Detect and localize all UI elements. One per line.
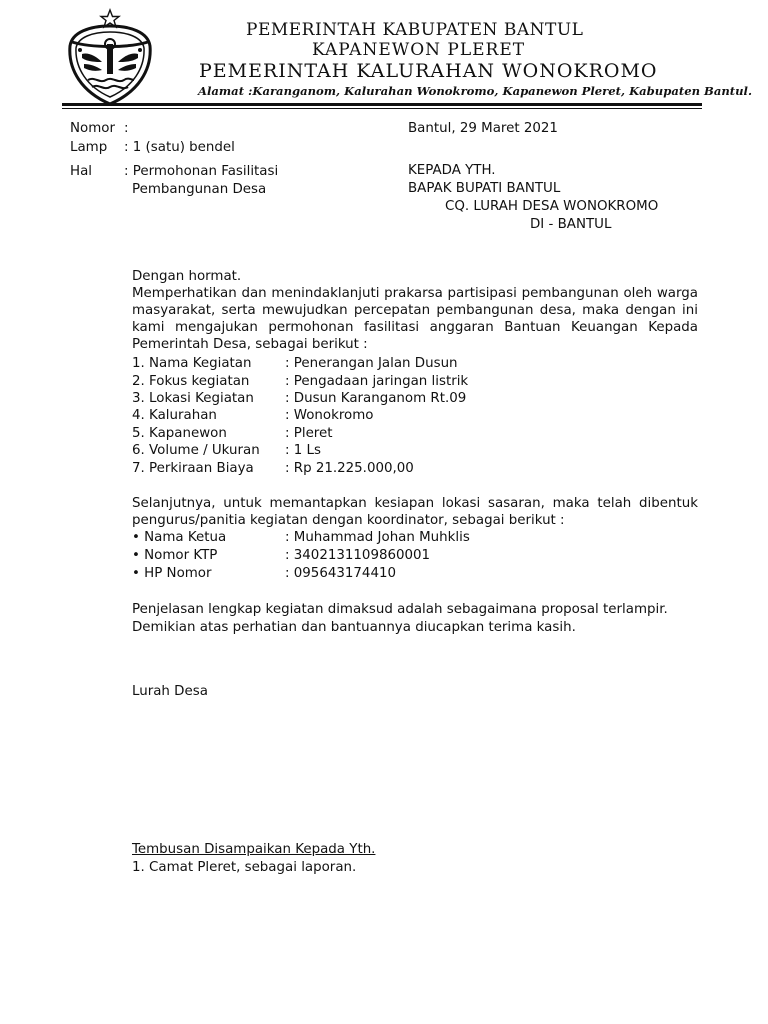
letter-date: Bantul, 29 Maret 2021 bbox=[408, 121, 558, 136]
hal-label: Hal bbox=[70, 164, 92, 179]
item-4-label: 4. Kalurahan bbox=[132, 408, 217, 423]
intro-line-4: Pemerintah Desa, sebagai berikut : bbox=[132, 337, 368, 352]
committee-intro-line-1: Selanjutnya, untuk memantapkan kesiapan lokasi sasaran, maka telah dibentuk bbox=[132, 496, 698, 511]
letterhead-address: Alamat :Karanganom, Kalurahan Wonokromo, Kapanewon Pleret, Kabupaten Bantul. bbox=[198, 84, 752, 98]
letter-body bbox=[132, 268, 698, 353]
item-6-label: 6. Volume / Ukuran bbox=[132, 443, 260, 458]
item-6-value: : 1 Ls bbox=[285, 443, 321, 458]
lamp-value: : 1 (satu) bendel bbox=[124, 140, 235, 155]
item-2-value: : Pengadaan jaringan listrik bbox=[285, 374, 469, 389]
intro-line-2: masyarakat, serta mewujudkan percepatan pembangunan desa, maka dengan ini bbox=[132, 303, 698, 318]
nomor-value: : bbox=[124, 121, 129, 136]
item-4-value: : Wonokromo bbox=[285, 408, 374, 423]
intro-line-1: Memperhatikan dan menindaklanjuti prakarsa partisipasi pembangunan oleh warga bbox=[132, 286, 698, 301]
item-3-value: : Dusun Karanganom Rt.09 bbox=[285, 391, 467, 406]
item-7-value: : Rp 21.225.000,00 bbox=[285, 461, 414, 476]
lamp-label: Lamp bbox=[70, 140, 108, 155]
item-1-value: : Penerangan Jalan Dusun bbox=[285, 356, 458, 371]
committee-chair-value: : Muhammad Johan Muhklis bbox=[285, 530, 470, 545]
item-7-label: 7. Perkiraan Biaya bbox=[132, 461, 254, 476]
committee-ktp-label: • Nomor KTP bbox=[132, 548, 218, 563]
closing-line-2: Demikian atas perhatian dan bantuannya diucapkan terima kasih. bbox=[132, 620, 576, 635]
letterhead-village: PEMERINTAH KALURAHAN WONOKROMO bbox=[199, 60, 658, 82]
item-1-label: 1. Nama Kegiatan bbox=[132, 356, 252, 371]
committee-ktp-value: : 3402131109860001 bbox=[285, 548, 431, 563]
committee-chair-label: • Nama Ketua bbox=[132, 530, 227, 545]
signature-title: Lurah Desa bbox=[132, 684, 208, 699]
closing-line-1: Penjelasan lengkap kegiatan dimaksud adalah sebagaimana proposal terlampir. bbox=[132, 602, 668, 617]
nomor-label: Nomor bbox=[70, 121, 115, 136]
item-5-label: 5. Kapanewon bbox=[132, 426, 227, 441]
cc-item-1: 1. Camat Pleret, sebagai laporan. bbox=[132, 860, 357, 875]
regency-emblem-icon bbox=[62, 8, 158, 108]
recipient-line-2: BAPAK BUPATI BANTUL bbox=[408, 181, 561, 196]
letterhead-rule-thick bbox=[62, 103, 702, 106]
intro-line-3: kami mengajukan permohonan fasilitasi anggaran Bantuan Keuangan Kepada bbox=[132, 320, 698, 335]
recipient-line-3: CQ. LURAH DESA WONOKROMO bbox=[445, 199, 659, 214]
committee-phone-label: • HP Nomor bbox=[132, 566, 212, 581]
hal-value-continued: Pembangunan Desa bbox=[132, 182, 267, 197]
item-3-label: 3. Lokasi Kegiatan bbox=[132, 391, 254, 406]
committee-phone-value: : 095643174410 bbox=[285, 566, 397, 581]
letterhead-government: PEMERINTAH KABUPATEN BANTUL bbox=[246, 20, 584, 40]
committee-intro bbox=[132, 495, 698, 529]
recipient-line-4: DI - BANTUL bbox=[530, 217, 612, 232]
recipient-line-1: KEPADA YTH. bbox=[408, 163, 496, 178]
committee-intro-line-2: pengurus/panitia kegiatan dengan koordinator, sebagai berikut : bbox=[132, 513, 565, 528]
item-5-value: : Pleret bbox=[285, 426, 333, 441]
greeting: Dengan hormat. bbox=[132, 269, 242, 284]
hal-value: : Permohonan Fasilitasi bbox=[124, 164, 279, 179]
letterhead-district: KAPANEWON PLERET bbox=[312, 40, 526, 60]
cc-heading: Tembusan Disampaikan Kepada Yth. bbox=[132, 842, 376, 857]
item-2-label: 2. Fokus kegiatan bbox=[132, 374, 250, 389]
letterhead-rule-thin bbox=[62, 108, 702, 109]
